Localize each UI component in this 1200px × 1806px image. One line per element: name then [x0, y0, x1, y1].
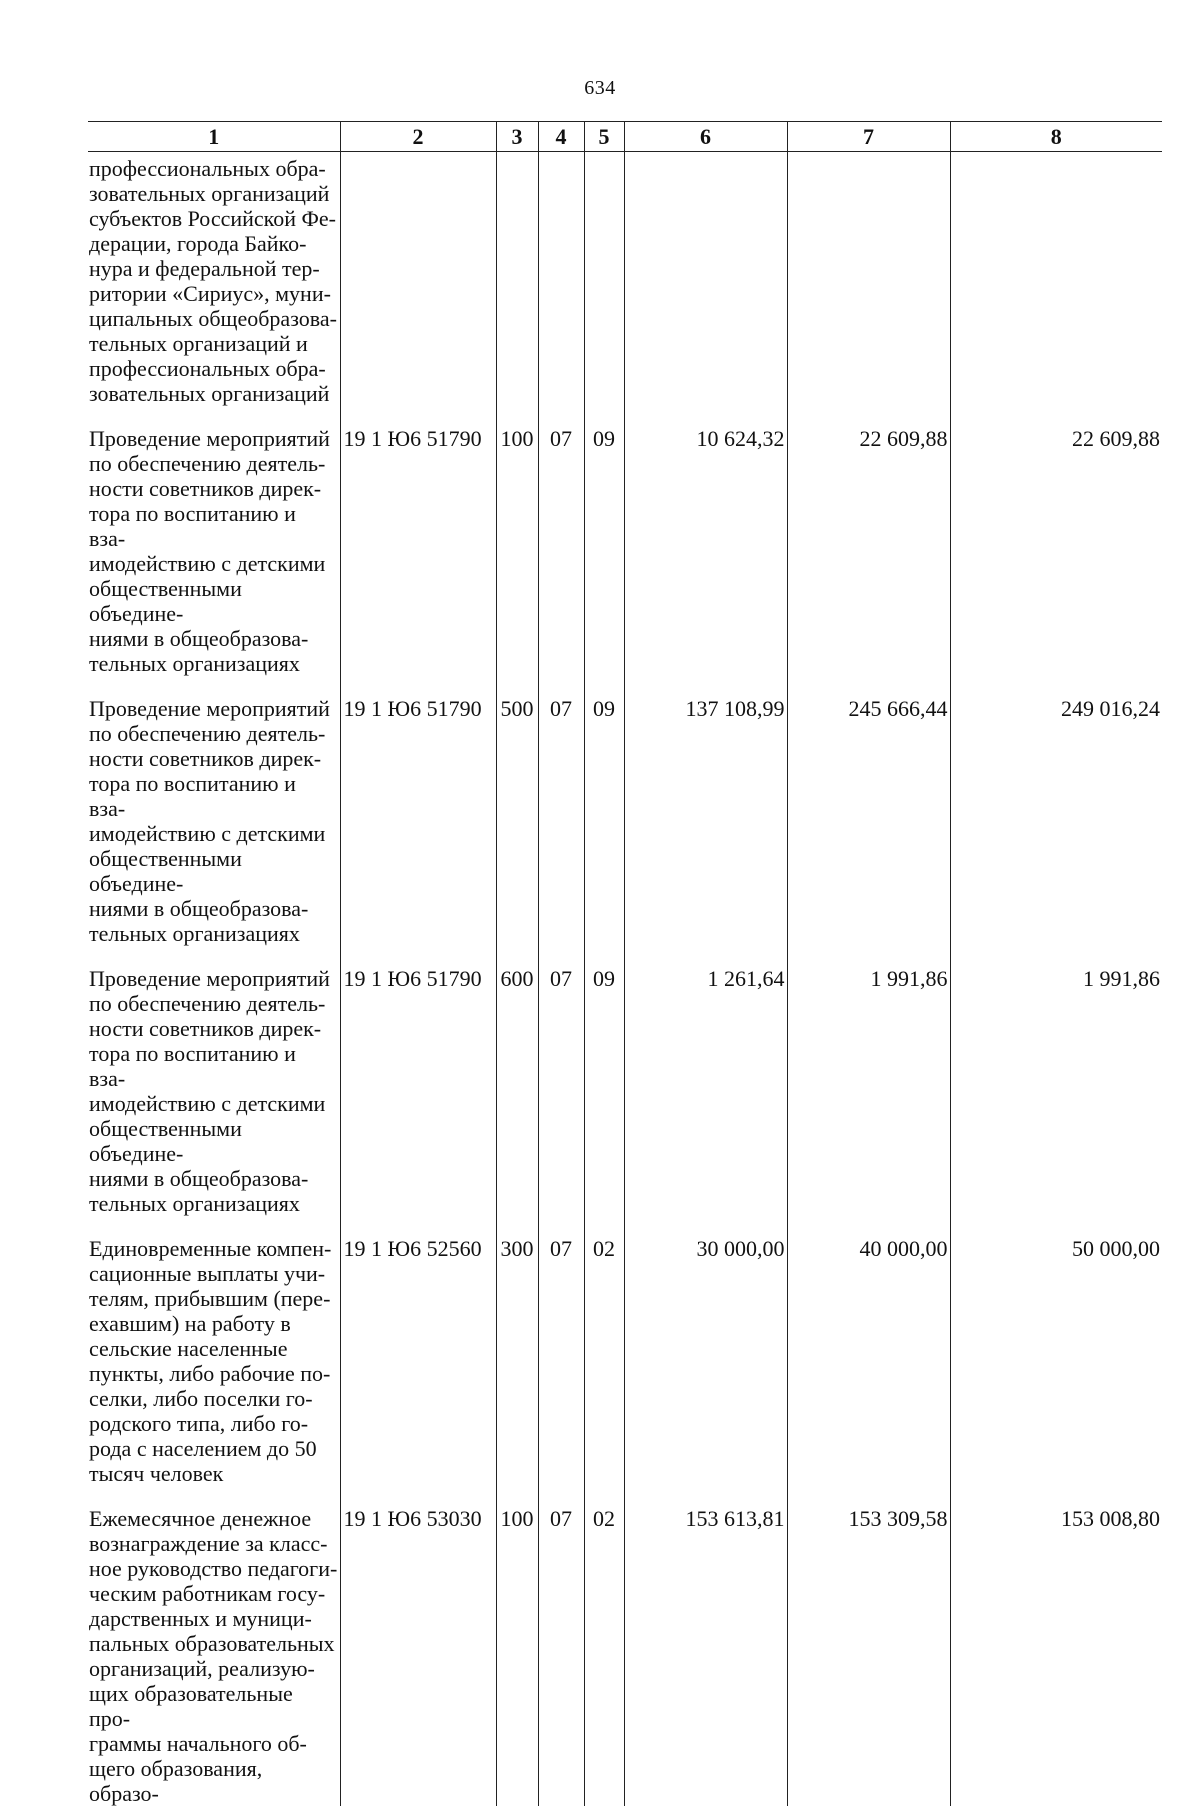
row-col-3: 500: [496, 692, 538, 962]
row-col-6: 10 624,32: [624, 422, 787, 692]
row-col-4: [538, 152, 584, 423]
table-row: [88, 152, 1162, 423]
header-row: [88, 122, 1162, 152]
row-col-6: 30 000,00: [624, 1232, 787, 1502]
row-code: 19 1 Ю6 53030: [340, 1502, 496, 1806]
header-col-7: 7: [787, 122, 950, 152]
row-col-6: 1 261,64: [624, 962, 787, 1232]
row-col-7: 40 000,00: [787, 1232, 950, 1502]
header-col-1: 1: [88, 122, 340, 152]
row-code: 19 1 Ю6 52560: [340, 1232, 496, 1502]
row-col-4: 07: [538, 692, 584, 962]
header-col-4: 4: [538, 122, 584, 152]
row-col-8: 249 016,24: [950, 692, 1162, 962]
row-col-6: 137 108,99: [624, 692, 787, 962]
row-col-7: 1 991,86: [787, 962, 950, 1232]
header-col-6: 6: [624, 122, 787, 152]
row-code: 19 1 Ю6 51790: [340, 962, 496, 1232]
row-col-8: [950, 152, 1162, 423]
page-number: 634: [584, 77, 616, 99]
table-row: [88, 1232, 1162, 1502]
table-row: [88, 962, 1162, 1232]
row-col-3: [496, 152, 538, 423]
row-col-8: 50 000,00: [950, 1232, 1162, 1502]
row-col-5: 09: [584, 962, 624, 1232]
header-col-5: 5: [584, 122, 624, 152]
row-col-5: 02: [584, 1502, 624, 1806]
table-row: [88, 692, 1162, 962]
table-row: [88, 422, 1162, 692]
table-row: [88, 1502, 1162, 1806]
row-col-5: [584, 152, 624, 423]
row-col-4: 07: [538, 1232, 584, 1502]
row-col-8: 22 609,88: [950, 422, 1162, 692]
row-name: профессиональных обра- зовательных организаций субъектов Российской Фе- дерации, города Байко- нура и федеральной тер- ритории «Сириус», муни- ципальных общеобразова- тельных организаций и профессиональных обра- зовательных организаций: [89, 156, 337, 406]
row-col-7: 22 609,88: [787, 422, 950, 692]
row-code: 19 1 Ю6 51790: [340, 422, 496, 692]
row-col-4: 07: [538, 422, 584, 692]
row-col-7: 153 309,58: [787, 1502, 950, 1806]
row-col-3: 100: [496, 1502, 538, 1806]
row-col-3: 300: [496, 1232, 538, 1502]
header-col-3: 3: [496, 122, 538, 152]
row-col-8: 1 991,86: [950, 962, 1162, 1232]
header-col-2: 2: [340, 122, 496, 152]
row-col-4: 07: [538, 962, 584, 1232]
header-col-8: 8: [950, 122, 1162, 152]
row-code: 19 1 Ю6 51790: [340, 692, 496, 962]
row-col-5: 02: [584, 1232, 624, 1502]
row-col-7: [787, 152, 950, 423]
row-name: Ежемесячное денежное вознаграждение за класс- ное руководство педагоги- ческим работникам госу- дарственных и муници- пальных образовательных организаций, реализую- щих образовательные про- граммы начального об- щего образования, образо-: [89, 1506, 338, 1806]
row-col-7: 245 666,44: [787, 692, 950, 962]
budget-table: [88, 121, 1162, 1806]
row-col-4: 07: [538, 1502, 584, 1806]
row-col-3: 600: [496, 962, 538, 1232]
row-col-5: 09: [584, 422, 624, 692]
row-name: Проведение мероприятий по обеспечению деятель- ности советников дирек- тора по воспитанию и вза- имодействию с детскими общественными объедине- ниями в общеобразова- тельных организациях: [89, 966, 330, 1216]
row-col-3: 100: [496, 422, 538, 692]
row-col-5: 09: [584, 692, 624, 962]
row-col-8: 153 008,80: [950, 1502, 1162, 1806]
row-name: Проведение мероприятий по обеспечению деятель- ности советников дирек- тора по воспитанию и вза- имодействию с детскими общественными объедине- ниями в общеобразова- тельных организациях: [89, 426, 330, 676]
row-col-6: 153 613,81: [624, 1502, 787, 1806]
row-col-6: [624, 152, 787, 423]
row-code: [340, 152, 496, 423]
row-name: Единовременные компен- сационные выплаты учи- телям, прибывшим (пере- ехавшим) на работу в сельские населенные пункты, либо рабочие по- селки, либо поселки го- родского типа, либо го- рода с населением до 50 тысяч человек: [89, 1236, 332, 1486]
row-name: Проведение мероприятий по обеспечению деятель- ности советников дирек- тора по воспитанию и вза- имодействию с детскими общественными объедине- ниями в общеобразова- тельных организациях: [89, 696, 330, 946]
